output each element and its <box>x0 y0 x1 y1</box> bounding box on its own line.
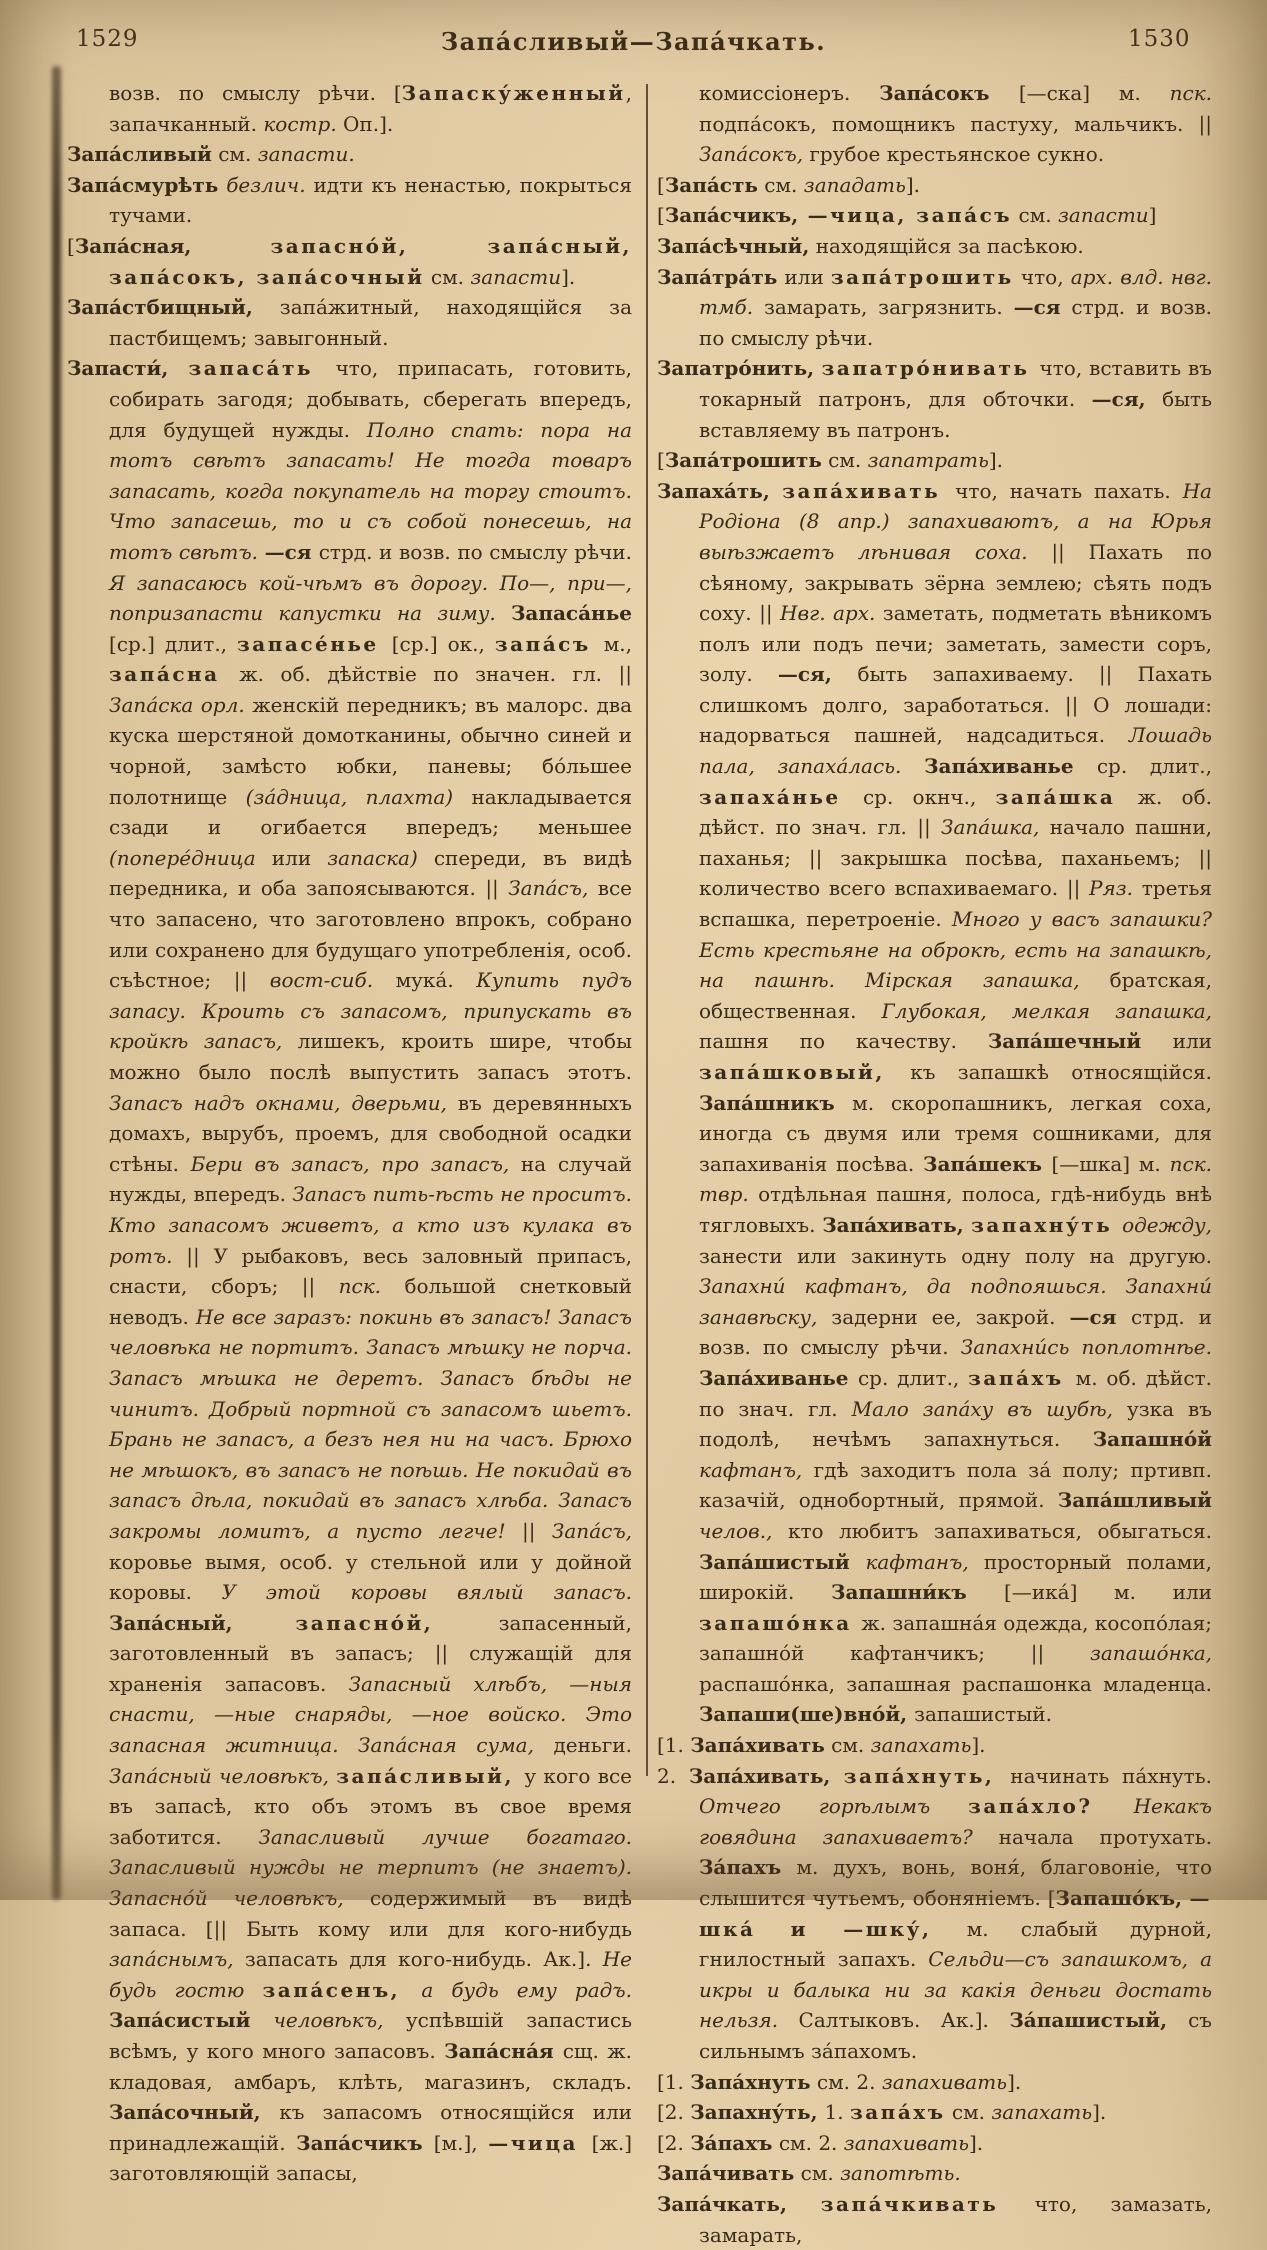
entry-text-segment: запа́съ <box>494 631 604 656</box>
entry-text-segment: м. духъ, вонь, воня́, благовоніе, что слышится чутьемъ, обоняніемъ. [ <box>699 1855 1212 1911</box>
entry-text-segment: кафтанъ, <box>865 1549 984 1574</box>
entry-text-segment: задерни ее, закрой. <box>831 1304 1070 1329</box>
dictionary-entry <box>67 353 632 2189</box>
entry-text-segment: узка въ подолѣ, нечѣмъ запахнуться. <box>699 1396 1212 1452</box>
entry-text-segment: см. <box>794 2161 841 2186</box>
entry-text-segment: запа́чкивать <box>820 2191 1035 2216</box>
entry-text-segment: (за́дница, плахта) <box>245 784 472 809</box>
entry-continuation <box>657 78 1212 170</box>
entry-text-segment: арх. влд. нвг. тмб. <box>699 264 1212 320</box>
entry-text-segment: замарать, загрязнить. <box>763 295 1014 320</box>
entry-text-segment: (попере́дница <box>109 845 272 870</box>
entry-text-segment: || У рыбаковъ, весь заловный припасъ, снасти, сборъ; || <box>109 1243 632 1299</box>
entry-text-segment: Запа́сливый <box>67 142 212 167</box>
entry-text-segment: запа́хивать <box>782 478 956 503</box>
entry-text-segment: Запаха́ть, <box>657 478 783 503</box>
entry-text-segment: [ <box>657 172 665 197</box>
entry-text-segment: Запа́сокъ, <box>699 142 810 167</box>
entry-text-segment: Запа́хиванье <box>699 1365 858 1390</box>
entry-text-segment: запа́сенъ, <box>262 1977 422 2002</box>
entry-text-segment: Запа́шекъ <box>923 1151 1052 1176</box>
entry-text-segment: западать <box>803 172 906 197</box>
entry-text-segment: Запа́хивать, <box>822 1212 972 1237</box>
entry-text-segment: Запаску́женный <box>401 81 626 105</box>
entry-text-segment: [—шка] м. <box>1051 1151 1170 1176</box>
entry-text-segment: ср. длит., <box>1096 754 1212 779</box>
entry-text-segment: Запа́съ, <box>551 1518 632 1543</box>
entry-text-segment: стрд. и возв. по смыслу рѣчи. <box>318 539 632 564</box>
entry-text-segment: запасенный, заготовленный въ запасъ; || служащій для храненія запасовъ. <box>109 1610 632 1696</box>
entry-text-segment: Запашо́къ, <box>1055 1886 1190 1911</box>
entry-text-segment: запашо́нка, <box>1089 1641 1212 1666</box>
entry-text-segment: спереди, въ видѣ передника, и оба запоясываются. || <box>109 845 632 901</box>
entry-text-segment: , запачканный. <box>109 81 632 136</box>
entry-text-segment: Запа́чкать, <box>657 2191 821 2216</box>
entry-text-segment: челов., <box>699 1518 788 1543</box>
entry-text-segment: Запа́хнуть <box>690 2069 811 2094</box>
entry-text-segment: Полно спать: пора на тотъ свѣтъ запасать! Не тогда товаръ запасать, когда покупатель на торгу стоитъ. Что запасешь, то и съ собой понесешь, на тотъ свѣтъ. <box>109 417 632 564</box>
entry-text-segment: пашня по качеству. <box>699 1029 988 1054</box>
entry-text-segment: Запа́сный, <box>109 1610 296 1635</box>
entry-text-segment: кто любитъ запахиваться, обыгаться. <box>787 1518 1212 1543</box>
entry-continuation <box>67 78 632 139</box>
page-number-left: 1529 <box>76 26 139 52</box>
page-title: Запа́сливый—Запа́чкать. <box>440 27 827 56</box>
entry-text-segment: [1. <box>657 2069 691 2094</box>
entry-text-segment: стрд. и возв. по смыслу рѣчи. <box>699 295 1213 350</box>
entry-text-segment: м. слабый дурной, гнилостный запахъ. <box>699 1916 1212 1972</box>
entry-text-segment: м., <box>603 631 633 656</box>
entry-text-segment: Запашни́къ <box>831 1580 1005 1605</box>
entry-text-segment: Купить пудъ запасу. Кроить съ запасомъ, припускать въ кройкѣ запасъ, <box>109 968 633 1054</box>
entry-text-segment: ]. <box>561 264 576 289</box>
entry-text-segment: пск. <box>1169 81 1212 105</box>
dictionary-entry <box>657 2189 1212 2250</box>
dictionary-entry <box>657 2158 1212 2189</box>
entry-text-segment: Запа́шникъ <box>699 1090 853 1115</box>
entry-text-segment: —ся, <box>1091 386 1146 411</box>
entry-text-segment: начала протухать. <box>998 1824 1213 1849</box>
entry-text-segment: братская, общественная. <box>699 968 1212 1023</box>
entry-text-segment: Запа́хивать <box>690 1733 825 1758</box>
entry-text-segment: Запа́шистый <box>699 1549 866 1574</box>
entry-text-segment: [ <box>67 233 75 258</box>
entry-text-segment: распашо́нка, запашная распашонка младенца. <box>699 1671 1212 1696</box>
entry-text-segment: —ся, <box>777 662 858 687</box>
dictionary-entry <box>67 139 632 170</box>
entry-text-segment: запа́хъ <box>968 1365 1076 1390</box>
entry-text-segment: см. 2. <box>772 2130 844 2155</box>
entry-text-segment: Запа́сѣчный, <box>657 233 810 258</box>
entry-text-segment: За́пашистый, <box>1009 2008 1189 2033</box>
entry-text-segment: ]. <box>1007 2069 1022 2094</box>
dictionary-entry <box>657 2097 1212 2128</box>
entry-text-segment: отдѣльная пашня, полоса, гдѣ-нибудь внѣ тягловыхъ. <box>699 1182 1213 1237</box>
entry-text-segment: см. <box>211 142 258 167</box>
entry-text-segment: Лошадь пала, запаха́лась. <box>699 723 1212 779</box>
entry-text-segment: запаха́нье <box>699 784 863 809</box>
entry-text-segment: запашо́нка <box>699 1610 862 1635</box>
entry-text-segment: —чица, запа́съ <box>798 203 1013 228</box>
entry-text-segment: м. скоропашникъ, легкая соха, иногда съ двумя или тремя сошниками, для запахиванія посѣва. <box>699 1090 1212 1176</box>
entry-text-segment: [1. <box>657 1733 691 1758</box>
dictionary-entry <box>657 200 1212 231</box>
entry-text-segment: кафтанъ, <box>699 1457 814 1482</box>
entry-text-segment: запа́сливый, <box>336 1763 525 1788</box>
entry-text-segment: запа́житный, находящійся за пастбищемъ; завыгонный. <box>109 295 632 350</box>
entry-text-segment: запашистый. <box>914 1702 1052 1727</box>
entry-text-segment: —ся <box>264 539 319 564</box>
entry-text-segment: Запа́чивать <box>657 2161 795 2186</box>
entry-text-segment: просторный полами, широкій. <box>699 1549 1212 1605</box>
entry-text-segment: [2. <box>657 2100 691 2125</box>
dictionary-entry <box>657 231 1212 262</box>
entry-text-segment: [ж.] заготовляющій запасы, <box>109 2130 633 2186</box>
entry-text-segment: Отчего горѣлымъ <box>699 1794 969 1819</box>
entry-text-segment: грубое крестьянское сукно. <box>809 142 1105 167</box>
entry-text-segment: ]. <box>1092 2100 1107 2125</box>
entry-text-segment: Сельди—съ запашкомъ, а икры и балыка ни за какія деньги достать нельзя. <box>699 1947 1212 2033</box>
entry-text-segment: Нвг. арх. <box>780 601 883 626</box>
entry-text-segment: Запаши(ше)вно́й, <box>699 1702 915 1727</box>
entry-text-segment: см. 2. <box>810 2069 882 2094</box>
entry-text-segment: пск. <box>338 1274 405 1299</box>
entry-text-segment: Запасъ надъ окнами, дверьми, <box>109 1090 458 1115</box>
entry-text-segment: что, вставить въ токарный патронъ, для обточки. <box>699 356 1212 411</box>
entry-text-segment: || <box>522 1518 552 1543</box>
entry-text-segment: За́пахъ <box>690 2130 773 2155</box>
entry-text-segment: Запа́тра́ть <box>657 264 778 289</box>
entry-text-segment: [—ика́] м. или <box>1004 1580 1212 1605</box>
entry-text-segment: Запа́стбищный, <box>67 295 253 320</box>
entry-text-segment: ]. <box>988 448 1004 473</box>
entry-text-segment: успѣвшій запастись всѣмъ, у кого много запасовъ. <box>109 2008 632 2063</box>
entry-text-segment: см. <box>1012 203 1058 228</box>
entry-text-segment: у кого все въ запасѣ, кто объ этомъ въ свое время заботится. <box>109 1763 633 1849</box>
entry-text-segment: [2. <box>657 2130 691 2155</box>
entry-text-segment: Запа́сный человѣкъ, <box>109 1763 337 1788</box>
entry-text-segment: третья вспашка, перетроеніе. <box>699 876 1213 932</box>
dictionary-entry <box>67 170 632 231</box>
entry-text-segment: или <box>1172 1029 1212 1054</box>
dictionary-entry <box>67 231 632 292</box>
entry-text-segment: что, припасать, готовить, собирать загодя; добывать, сберегать впередъ, для будущей нужды. <box>109 356 633 442</box>
entry-text-segment: ж. об. дѣйст. по знач. гл. || <box>699 784 1212 840</box>
entry-text-segment: запотѣть. <box>840 2161 961 2186</box>
entry-text-segment: Запа́трошить <box>664 448 822 473</box>
entry-text-segment: начинать па́хнуть. <box>1010 1763 1212 1788</box>
entry-text-segment: —чица <box>488 2130 592 2155</box>
page-gutter-shadow <box>52 66 61 1900</box>
entry-text-segment: комиссіонеръ. <box>699 81 880 105</box>
entry-text-segment: Запаса́нье <box>510 601 632 626</box>
left-column <box>67 78 632 2189</box>
entry-text-segment: см. <box>757 172 804 197</box>
entry-text-segment: что, начать пахать. <box>955 478 1183 503</box>
entry-text-segment: лишекъ, кроить шире, чтобы можно было послѣ выпустить запасъ этотъ. <box>109 1029 632 1084</box>
entry-text-segment: За́пахъ <box>699 1855 797 1880</box>
entry-text-segment: 1. <box>824 2100 850 2125</box>
entry-text-segment: ]. <box>969 2130 984 2155</box>
entry-text-segment: къ запасомъ относящійся или принадлежащій. <box>109 2100 632 2155</box>
entry-text-segment: Запа́сная, <box>74 233 192 258</box>
entry-text-segment: запахать <box>870 1733 972 1758</box>
entry-text-segment: пск. твр. <box>699 1151 1212 1207</box>
entry-text-segment: ср. окнч., <box>862 784 996 809</box>
entry-text-segment: или <box>777 264 831 289</box>
dictionary-entry <box>657 2067 1212 2098</box>
entry-text-segment: Запа́ска орл. <box>109 692 253 717</box>
entry-text-segment: ] <box>1148 203 1157 228</box>
entry-text-segment: подпа́сокъ, помощникъ пастуху, мальчикъ. || <box>699 111 1212 136</box>
entry-text-segment: или <box>271 845 328 870</box>
entry-text-segment: сщ. ж. кладовая, амбаръ, клѣть, магазинъ, складъ. <box>109 2039 632 2094</box>
entry-text-segment: запа́хнуть, <box>843 1763 1011 1788</box>
entry-text-segment: деньги. <box>553 1733 632 1758</box>
entry-text-segment: запасно́й, запа́сный, запа́сокъ, запа́сочный <box>109 233 632 289</box>
entry-text-segment: У этой коровы вялый запасъ. <box>221 1580 633 1605</box>
entry-text-segment: Запахни́сь поплотнѣе. <box>960 1335 1213 1360</box>
entry-text-segment: Запа́съ, <box>508 876 598 901</box>
entry-text-segment: запа́трошить <box>830 264 1014 289</box>
entry-text-segment: [ <box>657 203 665 228</box>
entry-text-segment: Ряз. <box>1089 876 1142 901</box>
entry-text-segment: Салтыковъ. Ак.]. <box>798 2008 1010 2033</box>
entry-text-segment: запасти. <box>257 142 355 167</box>
entry-text-segment: —шка́ и —шку́, <box>699 1886 1212 1941</box>
entry-text-segment: ж. об. дѣйствіе по значен. гл. || <box>239 662 632 687</box>
entry-text-segment: Запа́сна́я <box>444 2039 563 2063</box>
entry-text-segment: см. <box>824 1733 871 1758</box>
entry-text-segment: [ср.] ок., <box>391 631 495 656</box>
entry-text-segment: Запашно́й <box>1092 1427 1212 1452</box>
entry-text-segment: запасе́нье <box>237 631 392 656</box>
entry-text-segment: запахивать <box>881 2069 1008 2094</box>
entry-text-segment: безлич. <box>218 172 306 197</box>
entry-text-segment: гдѣ заходитъ пола за́ полу; пртивп. казачій, однобортный, прямой. <box>699 1457 1212 1513</box>
entry-text-segment: ]. <box>971 1733 986 1758</box>
entry-text-segment: костр. <box>263 111 337 136</box>
entry-text-segment: Запа́хиванье <box>924 754 1097 779</box>
entry-text-segment: большой снетковый неводъ. <box>109 1274 632 1329</box>
entry-text-segment: Запасливый лучше богатаго. Запасливый нужды не терпитъ (не знаетъ). Запасно́й человѣкъ, <box>109 1824 633 1911</box>
entry-text-segment: что, <box>1013 264 1071 289</box>
entry-text-segment: —ся <box>1013 295 1061 320</box>
entry-text-segment: запатро́нивать <box>821 356 1040 381</box>
entry-text-segment: ]. <box>905 172 921 197</box>
entry-text-segment: [—ска] м. <box>1018 81 1170 105</box>
entry-text-segment: заметать, подметать вѣникомъ полъ или подъ печи; заметать, замести соръ, золу. <box>699 601 1212 687</box>
entry-text-segment: запахать <box>991 2100 1093 2125</box>
page-number-right: 1530 <box>1128 26 1191 52</box>
entry-text-segment: Запахни́ кафтанъ, да подпояшься. Запахни́ занавѣску, <box>699 1274 1212 1329</box>
entry-text-segment: человѣкъ, <box>273 2008 406 2033</box>
dictionary-entry <box>657 1730 1212 1761</box>
entry-text-segment: Запатро́нить, <box>657 356 822 381</box>
entry-text-segment: быть запахиваему. || Пахать слишкомъ долго, заработаться. || О лошади: надорваться пашней, надсадиться. <box>699 662 1212 748</box>
entry-text-segment: накладывается сзади и огибается впередъ; меньшее <box>109 784 632 840</box>
entry-text-segment: см. <box>424 264 471 289</box>
entry-text-segment: Запасъ пить-ѣсть не проситъ. Кто запасомъ живетъ, а кто изъ кулака въ ротъ. <box>109 1182 632 1268</box>
entry-text-segment: || Пахать по сѣяному, закрывать зёрна землею; сѣять подъ соху. || <box>699 539 1213 626</box>
entry-text-segment: запа́шка <box>995 784 1138 809</box>
column-divider <box>646 84 648 1776</box>
entry-text-segment: Запа́смурѣть <box>67 172 219 197</box>
entry-text-segment: Много у васъ запашки? Есть крестьяне на оброкѣ, есть на запашкѣ, на пашнѣ. Мірская запашка, <box>699 907 1212 993</box>
entry-text-segment: въ деревянныхъ домахъ, вырубъ, проемъ, для свободной осадки стѣны. <box>109 1090 632 1176</box>
entry-text-segment: запа́снымъ, <box>109 1947 245 1972</box>
entry-text-segment: Некакъ говядина запахиваетъ? <box>699 1794 1212 1849</box>
entry-text-segment: а будь ему радъ. <box>421 1977 632 2002</box>
entry-text-segment: Запасти́, <box>67 356 189 381</box>
entry-text-segment: запа́сна <box>109 662 240 687</box>
entry-text-segment: запасти <box>1057 203 1149 228</box>
entry-text-segment: возв. по смыслу рѣчи. [ <box>109 81 402 105</box>
entry-text-segment: запахивать <box>843 2130 969 2155</box>
entry-text-segment: см. <box>821 448 868 473</box>
entry-text-segment: Мало запа́ху въ шубѣ, <box>851 1396 1127 1421</box>
dictionary-entry <box>657 1761 1212 2067</box>
entry-text-segment: находящійся за пасѣкою. <box>809 233 1084 258</box>
entry-text-segment: Запасный хлѣбъ, —ныя снасти, —ные снаряды, —ное войско. Это запасная житница. Запа́сная сума, <box>109 1671 632 1758</box>
entry-text-segment: коровье вымя, особ. у стельной или у дойной коровы. <box>109 1549 632 1605</box>
entry-text-segment: [ <box>657 448 665 473</box>
entry-text-segment: Запа́систый <box>109 2008 274 2033</box>
entry-text-segment: м. об. дѣйст. по знач. гл. <box>699 1365 1212 1421</box>
entry-text-segment: —ся <box>1069 1304 1131 1329</box>
entry-text-segment: запахну́ть <box>971 1212 1123 1237</box>
entry-text-segment: занести или закинуть одну полу на другую. <box>699 1243 1212 1268</box>
entry-text-segment: быть вставляему въ патронъ. <box>699 386 1212 442</box>
entry-text-segment: вост-сиб. <box>269 968 396 993</box>
entry-text-segment: Оп.]. <box>336 111 394 136</box>
entry-text-segment: [ср.] длит., <box>109 631 237 656</box>
entry-text-segment: см. <box>945 2100 992 2125</box>
dictionary-entry <box>657 445 1212 476</box>
entry-text-segment: Запа́счикъ <box>296 2130 434 2155</box>
entry-text-segment: Запа́сочный, <box>109 2100 280 2125</box>
entry-text-segment: Запа́шливый <box>1057 1488 1212 1513</box>
entry-text-segment: Глубокая, мелкая запашка, <box>881 998 1212 1023</box>
entry-text-segment: начало пашни, паханья; || закрышка посѣва, паханьемъ; || количество всего вспахиваемаго. || <box>699 815 1213 901</box>
entry-text-segment: На Родіона (8 апр.) запахиваютъ, а на Юрья выѣзжаетъ лѣнивая соха. <box>699 478 1212 564</box>
entry-text-segment: запасно́й, <box>295 1610 499 1635</box>
entry-text-segment: запа́хъ <box>849 2100 946 2125</box>
entry-text-segment: запасти <box>470 264 562 289</box>
entry-text-segment: запаска) <box>327 845 434 870</box>
entry-text-segment: на случай нужды, впередъ. <box>109 1151 632 1207</box>
entry-text-segment: идти къ ненастью, покрыться тучами. <box>109 172 632 228</box>
entry-text-segment: стрд. и возв. по смыслу рѣчи. <box>699 1304 1213 1360</box>
dictionary-entry <box>657 262 1212 354</box>
dictionary-entry <box>657 2128 1212 2159</box>
dictionary-entry <box>657 170 1212 201</box>
entry-text-segment: запатрать <box>867 448 989 473</box>
entry-text-segment: что, замазать, замарать, <box>699 2191 1212 2247</box>
dictionary-entry <box>657 476 1212 1730</box>
entry-text-segment: запа́шковый, <box>699 1060 911 1084</box>
entry-text-segment: Запа́шечный <box>987 1029 1173 1054</box>
entry-text-segment: запаса́ть <box>188 356 336 381</box>
entry-text-segment: запасать для кого-нибудь. Ак.]. <box>244 1947 603 1972</box>
right-column <box>657 78 1212 2250</box>
entry-text-segment: мука́. <box>395 968 477 993</box>
entry-text-segment: содержимый въ видѣ запаса. [|| Быть кому или для кого-нибудь <box>109 1886 632 1941</box>
entry-text-segment: Запахну́ть, <box>690 2100 825 2125</box>
entry-text-segment: Запа́хивать, <box>688 1763 844 1788</box>
page-header <box>0 26 1267 66</box>
entry-text-segment: Запа́сокъ <box>879 81 1019 105</box>
dictionary-entry <box>657 353 1212 445</box>
entry-text-segment: ср. длит., <box>857 1365 969 1390</box>
entry-text-segment: все что запасено, что заготовлено впрокъ, собрано или сохранено для будущаго употребленія, особ. съѣстное; || <box>109 876 633 993</box>
entry-text-segment: 2. <box>657 1763 689 1788</box>
entry-text-segment: запа́хло? <box>968 1794 1134 1819</box>
entry-text-segment: одежду, <box>1122 1212 1212 1237</box>
entry-text-segment: Не будь гостю <box>109 1947 632 2002</box>
entry-text-segment: женскій передникъ; въ малорс. два куска шерстяной домотканины, обычно синей и чорной, замѣсто юбки, паневы; бо́льшее полотнище <box>109 692 632 809</box>
entry-text-segment: Я запасаюсь кой-чѣмъ въ дорогу. По—, при—, попризапасти капустки на зиму. <box>109 570 632 626</box>
entry-text-segment: Запа́счикъ, <box>664 203 799 228</box>
entry-text-segment: [м.], <box>433 2130 489 2155</box>
entry-text-segment: Запа́шка, <box>941 815 1050 840</box>
dictionary-entry <box>67 292 632 353</box>
entry-text-segment: Бери въ запасъ, про запасъ, <box>190 1151 521 1176</box>
entry-text-segment: Запа́сть <box>664 172 758 197</box>
entry-text-segment: съ сильнымъ за́пахомъ. <box>699 2008 1212 2063</box>
entry-text-segment: къ запашкѣ относящійся. <box>910 1060 1212 1084</box>
entry-text-segment: ж. запашна́я одежда, косопо́лая; запашно́й кафтанчикъ; || <box>699 1610 1212 1666</box>
entry-text-segment: Не все заразъ: покинь въ запасъ! Запасъ человѣка не портитъ. Запасъ мѣшку не порча. Запасъ мѣшка не деретъ. Запасъ бѣды не чинитъ. Добрый портной съ запасомъ шьетъ. Брань не запасъ, а безъ нея ни на часъ. Брюхо не мѣшокъ, въ запасъ не поѣшь. Не покидай въ запасъ дѣла, покидай въ запасъ хлѣба. Запасъ закромы ломитъ, а пусто легче! <box>109 1304 632 1543</box>
